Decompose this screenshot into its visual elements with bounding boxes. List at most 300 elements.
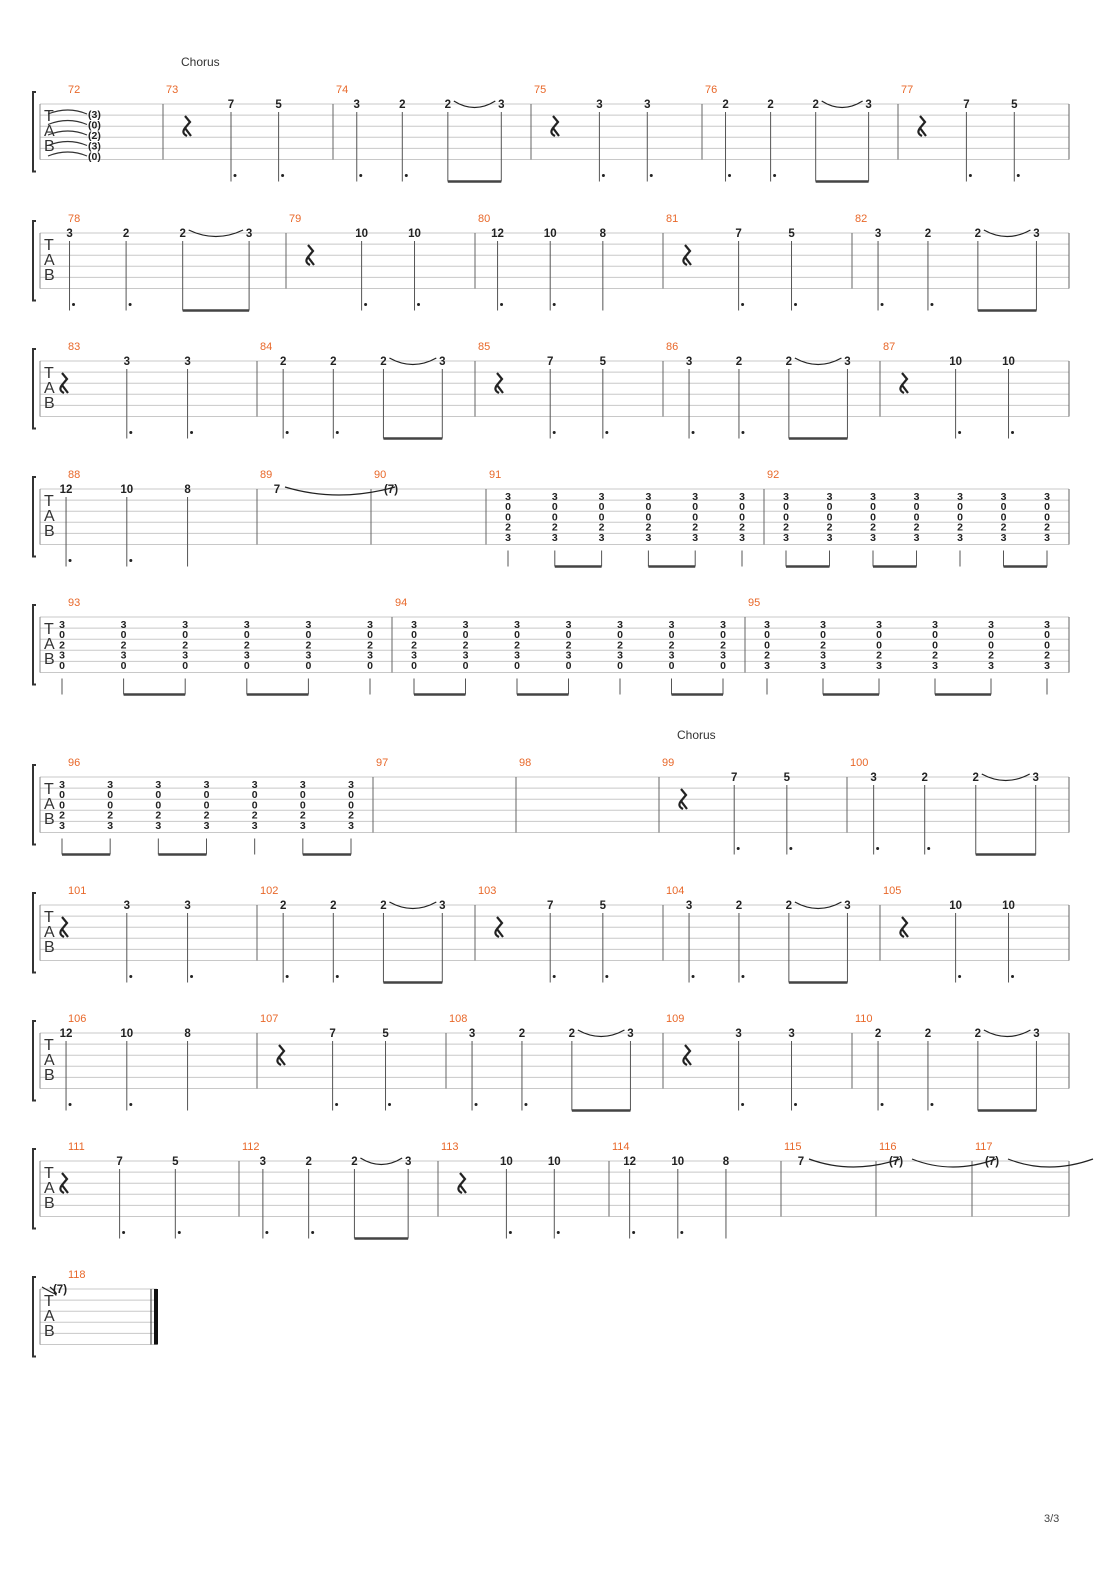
chord-fret-number: 3	[826, 491, 833, 503]
ghost-chord-fret: (0)	[88, 119, 101, 132]
dot	[553, 431, 556, 434]
measure-number: 96	[68, 757, 81, 769]
chord-fret-number: 3	[107, 819, 114, 832]
chord-fret-number: 3	[203, 819, 210, 832]
fret-number: 2	[722, 99, 729, 111]
fret-number: 2	[924, 228, 932, 240]
fret-number: 5	[599, 356, 607, 368]
chord-fret-number: 3	[870, 491, 876, 503]
system-bracket	[33, 349, 36, 429]
measure-number: 98	[519, 757, 532, 769]
dot	[336, 431, 339, 434]
chord-fret-number: 0	[462, 659, 469, 672]
dot	[741, 431, 744, 434]
chord-fret-number: 3	[820, 619, 826, 631]
dot	[286, 975, 289, 978]
chord-fret-number: 3	[505, 491, 511, 503]
chord-fret-number: 3	[565, 619, 572, 631]
chord-fret-number: 0	[251, 789, 258, 802]
chord-fret-number: 0	[988, 639, 994, 652]
chord-fret-number: 3	[107, 779, 114, 791]
chord-fret-number: 3	[462, 649, 469, 662]
chord-fret-number: 0	[783, 511, 789, 524]
fret-number: 2	[380, 356, 387, 368]
chord-fret-number: 0	[932, 639, 938, 652]
tab-clef-letter: A	[44, 123, 55, 140]
tab-clef-letter: B	[44, 1067, 55, 1084]
chord-fret-number: 0	[203, 799, 210, 812]
chord-fret-number: 0	[1044, 501, 1050, 514]
measure-number: 82	[855, 213, 868, 225]
chord-fret-number: 3	[645, 491, 652, 503]
tab-clef-letter: A	[44, 1052, 55, 1069]
chord-fret-number: 0	[645, 501, 652, 514]
chord-fret-number: 0	[107, 789, 114, 802]
chord-fret-number: 3	[783, 491, 789, 503]
chord-fret-number: 0	[913, 501, 920, 514]
measure-number: 102	[260, 885, 279, 897]
measure-number: 73	[166, 84, 179, 96]
fret-number: 7	[329, 1028, 336, 1040]
chord-fret-number: 0	[565, 659, 572, 672]
fret-number: 2	[735, 900, 743, 912]
dot	[741, 1103, 744, 1106]
system-bracket	[33, 92, 36, 172]
measure-number: 114	[612, 1141, 630, 1153]
tie-arc	[285, 487, 395, 495]
measure-number: 80	[478, 213, 491, 225]
system-bracket	[33, 893, 36, 973]
measure-number: 108	[449, 1013, 468, 1025]
dot	[178, 1231, 181, 1234]
chord-fret-number: 3	[243, 619, 250, 631]
measure-number: 77	[901, 84, 914, 96]
dot	[190, 975, 193, 978]
chord-fret-number: 0	[243, 629, 250, 642]
chord-fret-number: 3	[462, 619, 469, 631]
fret-number: (7)	[984, 1156, 1000, 1168]
chord-fret-number: 3	[551, 491, 558, 503]
system-bracket	[33, 765, 36, 845]
chord-fret-number: 0	[870, 511, 876, 524]
fret-number: 3	[498, 99, 505, 111]
fret-number: 10	[949, 356, 962, 368]
chord-fret-number: 3	[182, 619, 189, 631]
fret-number: 8	[722, 1156, 730, 1168]
fret-number: 3	[439, 900, 446, 912]
dot	[969, 174, 972, 177]
tab-clef-letter: T	[44, 493, 54, 510]
chord-fret-number: 0	[411, 659, 417, 672]
chord-fret-number: 3	[1044, 659, 1050, 672]
dot	[773, 174, 776, 177]
measure-number: 117	[975, 1141, 993, 1153]
fret-number: 3	[685, 900, 693, 912]
chord-fret-number: 2	[876, 649, 882, 662]
tab-clef-letter: B	[44, 523, 55, 540]
tab-clef-letter: A	[44, 380, 55, 397]
page-number: 3/3	[1044, 1513, 1060, 1525]
measure-number: 107	[260, 1013, 279, 1025]
tab-clef-letter: B	[44, 395, 55, 412]
fret-number: (7)	[52, 1284, 68, 1296]
chord-fret-number: 0	[692, 511, 699, 524]
fret-number: 2	[444, 99, 452, 111]
fret-number: 7	[963, 99, 970, 111]
chord-fret-number: 0	[820, 629, 826, 642]
chord-fret-number: 3	[617, 649, 623, 662]
chord-fret-number: 3	[913, 491, 920, 503]
fret-number: 10	[949, 900, 962, 912]
chord-fret-number: 3	[243, 649, 250, 662]
dot	[1011, 975, 1014, 978]
chord-fret-number: 0	[913, 511, 920, 524]
chord-fret-number: 2	[1044, 649, 1050, 662]
fret-number: 3	[404, 1156, 412, 1168]
fret-number: 2	[785, 900, 793, 912]
chord-fret-number: 0	[59, 789, 65, 802]
measure-number: 116	[879, 1141, 897, 1153]
dot	[876, 847, 879, 850]
fret-number: 2	[921, 772, 928, 784]
dot	[605, 975, 608, 978]
chord-fret-number: 3	[505, 531, 511, 544]
tab-clef-letter: T	[44, 108, 54, 125]
measure-number: 94	[395, 597, 408, 609]
chord-fret-number: 3	[59, 649, 65, 662]
dot	[930, 1103, 933, 1106]
dot	[190, 431, 193, 434]
measure-number: 106	[68, 1013, 87, 1025]
chord-fret-number: 0	[720, 659, 726, 672]
chord-fret-number: 3	[876, 659, 882, 672]
chord-fret-number: 2	[720, 639, 726, 652]
chord-fret-number: 3	[367, 619, 373, 631]
chord-fret-number: 0	[59, 629, 65, 642]
fret-number: 5	[382, 1028, 389, 1040]
fret-number: 10	[543, 228, 557, 240]
chord-fret-number: 0	[1044, 511, 1050, 524]
chord-fret-number: 3	[720, 649, 726, 662]
chord-fret-number: 2	[617, 639, 623, 652]
chord-fret-number: 2	[120, 639, 127, 652]
dot	[602, 174, 605, 177]
measure-number: 83	[68, 341, 81, 353]
chord-fret-number: 2	[59, 639, 65, 652]
tab-clef-letter: B	[44, 267, 55, 284]
measure-number: 79	[289, 213, 302, 225]
tab-clef-letter: A	[44, 1308, 55, 1325]
fret-number: 5	[1011, 99, 1018, 111]
measure-number: 92	[767, 469, 780, 481]
fret-number: 5	[172, 1156, 179, 1168]
fret-number: 5	[275, 99, 282, 111]
fret-number: 3	[1032, 772, 1039, 784]
chord-fret-number: 3	[739, 491, 745, 503]
fret-number: 2	[330, 900, 337, 912]
fret-number: 2	[279, 356, 287, 368]
chord-fret-number: 0	[182, 659, 189, 672]
fret-number: 7	[735, 228, 742, 240]
fret-number: 2	[305, 1156, 312, 1168]
fret-number: 3	[66, 228, 73, 240]
measure-number: 87	[883, 341, 896, 353]
fret-number: 2	[179, 228, 186, 240]
fret-number: 7	[227, 99, 235, 111]
dot	[72, 303, 75, 306]
chord-fret-number: 3	[692, 531, 699, 544]
system-bracket	[33, 221, 36, 301]
measure-number: 101	[68, 885, 87, 897]
chord-fret-number: 2	[783, 521, 789, 534]
chord-fret-number: 0	[1044, 629, 1050, 642]
measure-number: 81	[666, 213, 679, 225]
chord-fret-number: 0	[598, 501, 605, 514]
chord-fret-number: 3	[668, 619, 675, 631]
measure-number: 100	[850, 757, 869, 769]
fret-number: 3	[596, 99, 603, 111]
chord-fret-number: 2	[348, 809, 354, 822]
chord-fret-number: 3	[348, 819, 354, 832]
tab-clef-letter: T	[44, 1165, 54, 1182]
chord-fret-number: 0	[305, 659, 312, 672]
system-bracket	[33, 1277, 36, 1357]
chord-fret-number: 2	[988, 649, 994, 662]
fret-number: 12	[491, 228, 504, 240]
measure-number: 74	[336, 84, 349, 96]
fret-number: 3	[844, 356, 851, 368]
chord-fret-number: 0	[462, 629, 469, 642]
chord-fret-number: 0	[645, 511, 652, 524]
chord-fret-number: 3	[957, 531, 963, 544]
chord-fret-number: 3	[251, 819, 258, 832]
chord-fret-number: 0	[870, 501, 876, 514]
fret-number: 10	[500, 1156, 513, 1168]
tab-clef-letter: B	[44, 138, 55, 155]
chord-fret-number: 0	[305, 629, 312, 642]
chord-fret-number: 2	[932, 649, 938, 662]
dot	[475, 1103, 478, 1106]
tab-clef-letter: A	[44, 1180, 55, 1197]
chord-fret-number: 3	[764, 619, 770, 631]
dot	[741, 303, 744, 306]
dot	[881, 303, 884, 306]
chord-fret-number: 3	[598, 491, 605, 503]
fret-number: 3	[685, 356, 693, 368]
dot	[417, 303, 420, 306]
dot	[605, 431, 608, 434]
tie-arc	[912, 1159, 996, 1167]
measure-number: 104	[666, 885, 685, 897]
chord-fret-number: 0	[505, 501, 511, 514]
dot	[122, 1231, 125, 1234]
fret-number: 3	[468, 1028, 476, 1040]
chord-fret-number: 0	[565, 629, 572, 642]
fret-number: 2	[122, 228, 130, 240]
chord-fret-number: 2	[505, 521, 511, 534]
chord-fret-number: 2	[299, 809, 306, 822]
chord-fret-number: 3	[299, 779, 306, 791]
measure-number: 99	[662, 757, 675, 769]
chord-fret-number: 0	[155, 789, 162, 802]
fret-number: 10	[120, 1028, 134, 1040]
chord-fret-number: 0	[826, 501, 833, 514]
chord-fret-number: 0	[1000, 511, 1007, 524]
measure-number: 105	[883, 885, 902, 897]
tab-clef-letter: A	[44, 796, 55, 813]
fret-number: 2	[518, 1028, 526, 1040]
tab-clef-letter: T	[44, 621, 54, 638]
chord-fret-number: 3	[820, 659, 826, 672]
tab-clef-letter: T	[44, 781, 54, 798]
chord-fret-number: 0	[514, 659, 520, 672]
measure-number: 75	[534, 84, 547, 96]
chord-fret-number: 2	[565, 639, 572, 652]
chord-fret-number: 3	[988, 619, 994, 631]
dot	[500, 303, 503, 306]
dot	[741, 975, 744, 978]
fret-number: 2	[974, 1028, 982, 1040]
dot	[1011, 431, 1014, 434]
fret-number: 10	[408, 228, 421, 240]
measure-number: 111	[68, 1141, 85, 1153]
chord-fret-number: 3	[720, 619, 726, 631]
measure-number: 113	[441, 1141, 459, 1153]
dot	[789, 847, 792, 850]
chord-fret-number: 2	[367, 639, 373, 652]
chord-fret-number: 2	[462, 639, 469, 652]
chord-fret-number: 3	[598, 531, 605, 544]
dot	[129, 559, 132, 562]
fret-number: (7)	[383, 484, 399, 496]
dot	[1017, 174, 1020, 177]
fret-number: 2	[974, 228, 982, 240]
chord-fret-number: 3	[1000, 531, 1007, 544]
chord-fret-number: 2	[155, 809, 162, 822]
chord-fret-number: 0	[59, 659, 65, 672]
fret-number: 8	[599, 228, 607, 240]
chord-fret-number: 3	[565, 649, 572, 662]
dot	[553, 975, 556, 978]
tab-clef-letter: B	[44, 1195, 55, 1212]
fret-number: 3	[123, 900, 131, 912]
chord-fret-number: 3	[826, 531, 833, 544]
chord-fret-number: 3	[645, 531, 652, 544]
dot	[359, 174, 362, 177]
dot	[234, 174, 237, 177]
dot	[553, 303, 556, 306]
chord-fret-number: 0	[988, 629, 994, 642]
chord-fret-number: 0	[876, 639, 882, 652]
dot	[958, 431, 961, 434]
tie-arc	[809, 1159, 900, 1167]
measure-number: 93	[68, 597, 81, 609]
chord-fret-number: 3	[251, 779, 258, 791]
chord-fret-number: 0	[551, 511, 558, 524]
chord-fret-number: 3	[1044, 531, 1050, 544]
chord-fret-number: 0	[1000, 501, 1007, 514]
measure-number: 97	[376, 757, 389, 769]
measure-number: 115	[784, 1141, 802, 1153]
chord-fret-number: 0	[739, 501, 745, 514]
system-bracket	[33, 605, 36, 685]
dot	[680, 1231, 683, 1234]
tab-clef-letter: B	[44, 651, 55, 668]
chord-fret-number: 2	[913, 521, 920, 534]
measure-number: 110	[855, 1013, 873, 1025]
chord-fret-number: 0	[826, 511, 833, 524]
tab-clef-letter: T	[44, 1037, 54, 1054]
chord-fret-number: 2	[59, 809, 65, 822]
chord-fret-number: 0	[182, 629, 189, 642]
chord-fret-number: 2	[551, 521, 558, 534]
dot	[737, 847, 740, 850]
fret-number: 2	[785, 356, 793, 368]
dot	[692, 975, 695, 978]
chord-fret-number: 3	[299, 819, 306, 832]
fret-number: 3	[245, 228, 253, 240]
chord-fret-number: 2	[243, 639, 250, 652]
fret-number: 7	[116, 1156, 123, 1168]
chord-fret-number: 3	[120, 619, 127, 631]
measure-number: 118	[68, 1269, 86, 1281]
dot	[958, 975, 961, 978]
chord-fret-number: 0	[617, 659, 623, 672]
fret-number: 10	[355, 228, 368, 240]
fret-number: (7)	[888, 1156, 904, 1168]
dot	[794, 303, 797, 306]
system-bracket	[33, 477, 36, 557]
chord-fret-number: 2	[764, 649, 770, 662]
chord-fret-number: 3	[367, 649, 373, 662]
fret-number: 3	[184, 900, 191, 912]
chord-fret-number: 3	[551, 531, 558, 544]
chord-fret-number: 2	[826, 521, 833, 534]
measure-number: 112	[242, 1141, 260, 1153]
chord-fret-number: 0	[617, 629, 623, 642]
tab-clef-letter: T	[44, 237, 54, 254]
chord-fret-number: 2	[598, 521, 605, 534]
dot	[930, 303, 933, 306]
chord-fret-number: 3	[59, 819, 65, 832]
tab-clef-letter: A	[44, 252, 55, 269]
chord-fret-number: 3	[913, 531, 920, 544]
fret-number: 2	[279, 900, 287, 912]
dot	[129, 975, 132, 978]
chord-fret-number: 3	[120, 649, 127, 662]
fret-number: 3	[735, 1028, 742, 1040]
chord-fret-number: 0	[692, 501, 699, 514]
fret-number: 3	[259, 1156, 267, 1168]
ghost-chord-fret: (3)	[88, 109, 101, 121]
tab-clef-letter: A	[44, 508, 55, 525]
measure-number: 95	[748, 597, 761, 609]
chord-fret-number: 3	[764, 659, 770, 672]
section-label: Chorus	[181, 55, 220, 69]
fret-number: 3	[1033, 228, 1040, 240]
chord-fret-number: 3	[155, 819, 162, 832]
chord-fret-number: 2	[203, 809, 210, 822]
chord-fret-number: 0	[367, 629, 373, 642]
fret-number: 2	[399, 99, 406, 111]
fret-number: 5	[788, 228, 795, 240]
measure-number: 91	[489, 469, 502, 481]
tie-arc	[1008, 1159, 1093, 1167]
tab-clef-letter: T	[44, 365, 54, 382]
chord-fret-number: 2	[645, 521, 652, 534]
dot	[129, 1103, 132, 1106]
fret-number: 10	[1002, 900, 1015, 912]
